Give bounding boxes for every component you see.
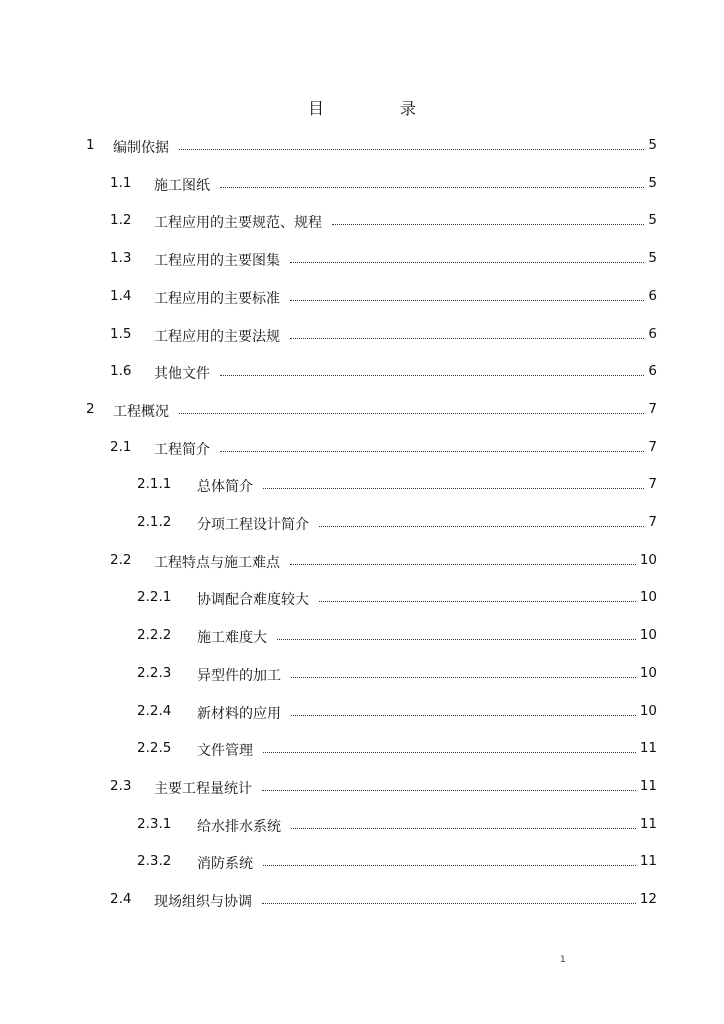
toc-entry-number: 2.1	[110, 438, 132, 455]
toc-dot-leader	[220, 187, 644, 188]
toc-dot-leader	[290, 262, 644, 263]
toc-entry-label: 编制依据	[113, 140, 169, 156]
toc-entry[interactable]	[0, 469, 724, 499]
toc-entry[interactable]	[0, 243, 724, 273]
toc-entry-page: 6	[648, 363, 657, 380]
toc-entry-number: 2.2.3	[137, 664, 172, 681]
toc-entry-label: 工程应用的主要图集	[154, 253, 280, 270]
toc-entry-label: 工程应用的主要标准	[154, 290, 280, 307]
toc-entry-page: 11	[639, 740, 657, 757]
toc-entry-page: 5	[648, 137, 657, 153]
toc-entry-page: 7	[648, 514, 657, 530]
toc-entry-label: 现场组织与协调	[154, 894, 252, 910]
toc-entry-label: 施工图纸	[154, 177, 210, 194]
toc-entry-number: 1.5	[110, 325, 132, 342]
toc-entry-label: 工程特点与施工难点	[154, 554, 280, 571]
toc-entry[interactable]	[0, 281, 724, 311]
toc-entry-number: 2.1.1	[137, 476, 172, 493]
toc-entry-number: 1.2	[110, 212, 132, 229]
toc-entry-number: 2.2	[110, 551, 132, 568]
toc-entry-number: 2.4	[110, 891, 132, 907]
toc-dot-leader	[291, 828, 636, 829]
toc-entry-page: 10	[639, 551, 657, 568]
toc-entry-page: 7	[648, 476, 657, 493]
toc-entry-label: 施工难度大	[197, 630, 267, 647]
toc-entry-label: 新材料的应用	[197, 705, 281, 722]
toc-entry[interactable]	[0, 205, 724, 235]
toc-entry-label: 其他文件	[154, 366, 210, 383]
toc-entry-page: 11	[639, 853, 657, 870]
toc-entry-label: 总体简介	[197, 479, 253, 496]
toc-dot-leader	[290, 338, 644, 339]
toc-entry[interactable]	[0, 432, 724, 462]
toc-entry-page: 10	[639, 702, 657, 719]
toc-title: 目 录	[307, 99, 446, 118]
toc-dot-leader	[291, 715, 636, 716]
toc-entry[interactable]	[0, 545, 724, 575]
toc-dot-leader	[290, 564, 636, 565]
toc-entry-number: 2.2.2	[137, 627, 172, 644]
toc-dot-leader	[263, 488, 644, 489]
toc-entry-label: 消防系统	[197, 856, 253, 873]
toc-entry-label: 主要工程量统计	[154, 780, 252, 797]
toc-entry-page: 7	[648, 438, 657, 455]
toc-entry-number: 2.2.4	[137, 702, 172, 719]
toc-entry[interactable]	[0, 507, 724, 537]
toc-entry-page: 10	[639, 589, 657, 606]
toc-entry-number: 1.1	[110, 174, 132, 191]
toc-entry-page: 6	[648, 287, 657, 304]
page-number-footer: 1	[560, 955, 566, 965]
toc-entry-label: 给水排水系统	[197, 818, 281, 835]
toc-entry-number: 2.2.5	[137, 740, 172, 757]
toc-entry-label: 文件管理	[197, 743, 253, 760]
toc-dot-leader	[263, 752, 636, 753]
toc-entry-page: 5	[648, 250, 657, 267]
toc-dot-leader	[319, 601, 636, 602]
toc-entry-page: 11	[639, 815, 657, 832]
toc-entry[interactable]	[0, 582, 724, 612]
toc-entry[interactable]	[0, 356, 724, 386]
toc-entry-page: 6	[648, 325, 657, 342]
toc-entry-label: 工程应用的主要法规	[154, 328, 280, 345]
toc-dot-leader	[179, 149, 644, 150]
toc-dot-leader	[332, 224, 644, 225]
toc-entry-page: 5	[648, 212, 657, 229]
toc-entry-page: 7	[648, 400, 657, 417]
toc-entry[interactable]	[0, 733, 724, 763]
toc-entry-page: 11	[639, 777, 657, 794]
toc-entry-number: 1.3	[110, 250, 132, 267]
toc-dot-leader	[319, 526, 644, 527]
toc-entry-label: 异型件的加工	[197, 667, 281, 684]
toc-entry[interactable]	[0, 696, 724, 726]
toc-entry-number: 2.2.1	[137, 589, 172, 606]
toc-dot-leader	[220, 451, 644, 452]
toc-entry-number: 1.4	[110, 287, 132, 304]
toc-entry-number: 2	[86, 400, 95, 417]
toc-entry-number: 1.6	[110, 363, 132, 380]
toc-entry[interactable]	[0, 168, 724, 198]
toc-entry-label: 分项工程设计简介	[197, 517, 309, 533]
toc-entry-number: 2.3	[110, 777, 132, 794]
toc-entry-number: 2.1.2	[137, 514, 172, 530]
toc-entry-label: 工程应用的主要规范、规程	[154, 215, 322, 232]
toc-entry-number: 2.3.2	[137, 853, 172, 870]
toc-entry[interactable]	[0, 846, 724, 876]
toc-entry[interactable]	[0, 884, 724, 914]
toc-dot-leader	[262, 903, 636, 904]
toc-entry-label: 工程概况	[113, 403, 169, 420]
toc-dot-leader	[291, 677, 636, 678]
toc-dot-leader	[290, 300, 644, 301]
toc-entry-label: 协调配合难度较大	[197, 592, 309, 609]
toc-entry-number: 1	[86, 137, 95, 153]
toc-dot-leader	[263, 865, 636, 866]
toc-entry-label: 工程简介	[154, 441, 210, 458]
toc-entry-page: 10	[639, 627, 657, 644]
toc-entry[interactable]	[0, 394, 724, 424]
toc-dot-leader	[220, 375, 644, 376]
toc-entry[interactable]	[0, 319, 724, 349]
toc-entry[interactable]	[0, 658, 724, 688]
toc-entry-number: 2.3.1	[137, 815, 172, 832]
toc-entry-page: 10	[639, 664, 657, 681]
toc-entry-page: 5	[648, 174, 657, 191]
toc-dot-leader	[179, 413, 644, 414]
toc-entry[interactable]	[0, 620, 724, 650]
toc-entry[interactable]	[0, 809, 724, 839]
toc-dot-leader	[277, 639, 636, 640]
toc-dot-leader	[262, 790, 636, 791]
toc-entry-page: 12	[639, 891, 657, 907]
toc-entry[interactable]	[0, 771, 724, 801]
toc-entry[interactable]	[0, 130, 724, 160]
